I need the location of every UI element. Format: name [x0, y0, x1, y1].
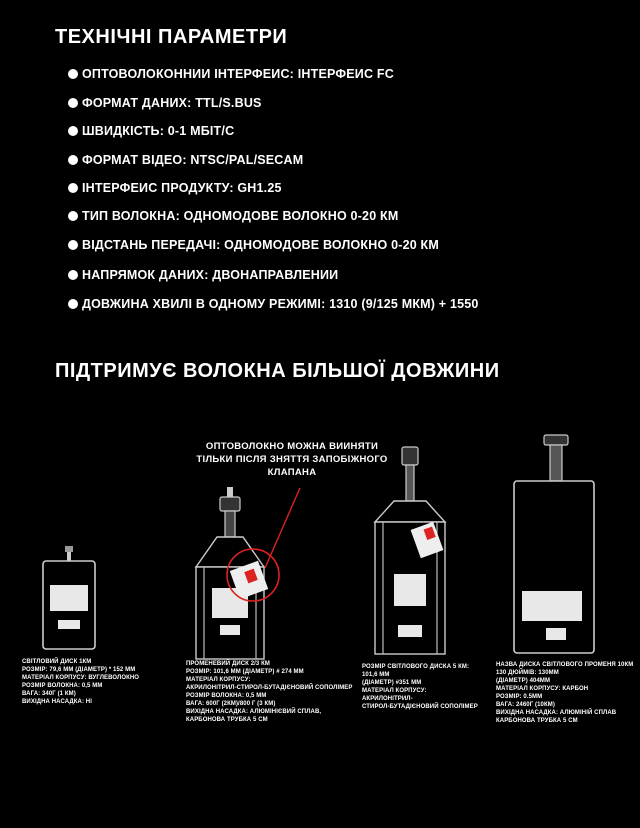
fiber-note: ОПТОВОЛОКНО МОЖНА ВИИНЯТИ ТІЛЬКИ ПІСЛЯ ЗНЯТТЯ ЗАПОБІЖНОГО КЛАПАНА	[196, 441, 388, 478]
spec-item: ШВИДКІСТЬ: 0-1 МБІТ/С	[68, 124, 234, 138]
spec-item: ФОРМАТ ВІДЕО: NTSC/PAL/SECAM	[68, 153, 303, 167]
spec-item: ВІДСТАНЬ ПЕРЕДАЧІ: ОДНОМОДОВЕ ВОЛОКНО 0-20 КМ	[68, 238, 439, 252]
spool-2-3km-image	[196, 487, 268, 659]
spool-5km-image	[375, 447, 445, 654]
spec-item: ІНТЕРФЕИС ПРОДУКТУ: GH1.25	[68, 181, 282, 195]
product-caption-5km: РОЗМІР СВІТЛОВОГО ДИСКА 5 КМ: 101,6 ММ (ДІАМЕТР) #351 ММ МАТЕРІАЛ КОРПУСУ: АКРИЛОНІТРИЛ- СТИРОЛ-БУТАДІЄНОВИЙ СОПОЛІМЕР	[362, 664, 478, 710]
product-caption-1km: СВІТЛОВИЙ ДИСК 1КМ РОЗМІР: 79,6 ММ (ДІАМЕТР) * 152 ММ МАТЕРІАЛ КОРПУСУ: ВУГЛЕВОЛОКНО РОЗМІР ВОЛОКНА: 0,5 ММ ВАГА: 340Г (1 КМ) ВИХІДНА НАСАДКА: НІ	[22, 659, 140, 705]
spec-item: ОПТОВОЛОКОННИИ ІНТЕРФЕИС: ІНТЕРФЕИС FC	[68, 67, 394, 81]
specs-title: ТЕХНІЧНІ ПАРАМЕТРИ	[55, 26, 288, 48]
product-caption-2-3km: ПРОМЕНЕВИЙ ДИСК 2/3 КМ РОЗМІР: 101,6 ММ (ДІАМЕТР) # 274 ММ МАТЕРІАЛ КОРПУСУ: АКРИЛОНІТРИЛ-СТИРОЛ-БУТАДІЄНОВИЙ СОПОЛІМЕР РОЗМІР ВОЛОКНА: 0,5 ММ ВАГА: 600Г (2КМ)/800 Г (3 КМ) ВИХІДНА НАСАДКА: АЛЮМІНІЄВИЙ СПЛАВ, КАРБОНОВА ТРУБКА 5 СМ	[186, 661, 353, 723]
product-caption-10km: НАЗВА ДИСКА СВІТЛОВОГО ПРОМЕНЯ 10КМ 130 ДЮЙМІВ: 130ММ (ДІАМЕТР) 404ММ МАТЕРІАЛ КОРПУСУ: КАРБОН РОЗМІР: 0.5ММ ВАГА: 2460Г (10КМ) ВИХІДНА НАСАДКА: АЛЮМІНІЙ СПЛАВ КАРБОНОВА ТРУБКА 5 СМ	[496, 662, 634, 724]
spool-10km-image	[514, 435, 594, 653]
spec-item: ТИП ВОЛОКНА: ОДНОМОДОВЕ ВОЛОКНО 0-20 КМ	[68, 209, 398, 223]
spec-item: ДОВЖИНА ХВИЛІ В ОДНОМУ РЕЖИМІ: 1310 (9/125 МКМ) + 1550	[68, 297, 479, 311]
spec-item: НАПРЯМОК ДАНИХ: ДВОНАПРАВЛЕНИИ	[68, 268, 338, 282]
spool-1km-image	[43, 546, 95, 649]
spec-item: ФОРМАТ ДАНИХ: TTL/S.BUS	[68, 96, 262, 110]
section-title: ПІДТРИМУЄ ВОЛОКНА БІЛЬШОЇ ДОВЖИНИ	[55, 360, 500, 382]
